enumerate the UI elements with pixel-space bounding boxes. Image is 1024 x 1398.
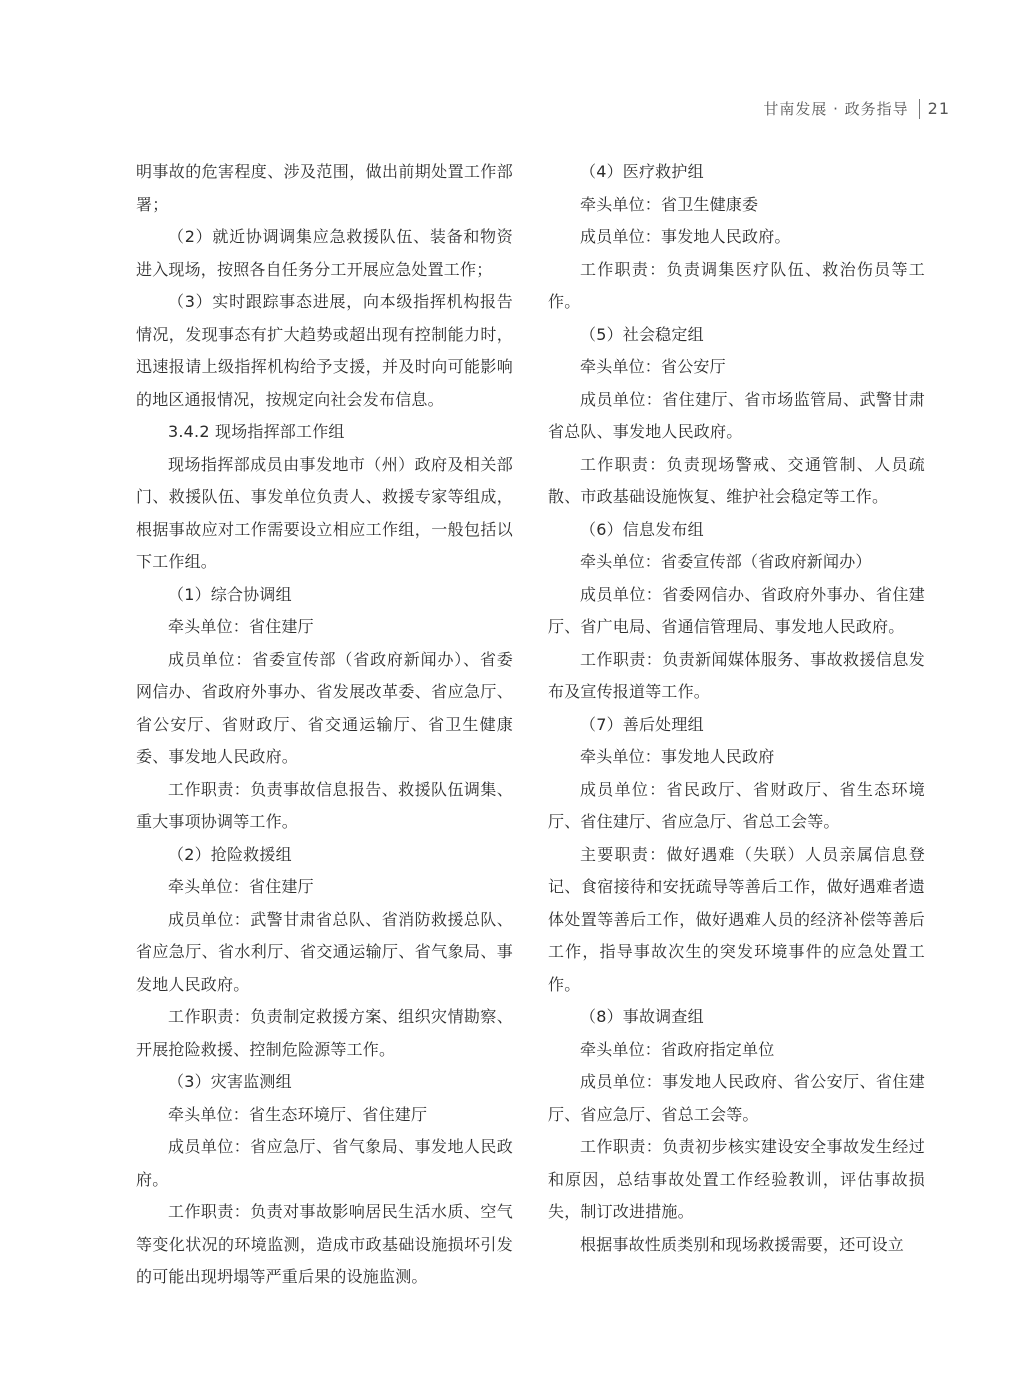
paragraph: （3）实时跟踪事态进展，向本级指挥机构报告情况，发现事态有扩大趋势或超出现有控制能力时，迅速报请上级指挥机构给予支援，并及时向可能影响的地区通报情况，按规定向社会发布信息。 xyxy=(136,292,513,409)
paragraph: 工作职责：负责制定救援方案、组织灾情勘察、开展抢险救援、控制危险源等工作。 xyxy=(136,1007,513,1059)
paragraph: 成员单位：武警甘肃省总队、省消防救援总队、省应急厅、省水利厅、省交通运输厅、省气象局、事发地人民政府。 xyxy=(136,909,513,994)
paragraph: （2）抢险救援组 xyxy=(168,844,292,864)
paragraph: （8）事故调查组 xyxy=(580,1007,704,1026)
page-number: 21 xyxy=(927,99,950,118)
left-column xyxy=(136,156,513,1294)
paragraph: 牵头单位：事发地人民政府 xyxy=(580,747,775,766)
paragraph: 成员单位：省委网信办、省政府外事办、省住建厅、省广电局、省通信管理局、事发地人民政府。 xyxy=(548,584,925,636)
paragraph: 牵头单位：省委宣传部（省政府新闻办） xyxy=(580,552,872,571)
paragraph: 成员单位：省住建厅、省市场监管局、武警甘肃省总队、事发地人民政府。 xyxy=(548,389,925,441)
paragraph: 牵头单位：省住建厅 xyxy=(168,617,314,636)
right-column xyxy=(548,156,925,1261)
paragraph: 工作职责：负责调集医疗队伍、救治伤员等工作。 xyxy=(548,259,925,311)
paragraph: 牵头单位：省政府指定单位 xyxy=(580,1039,775,1059)
paragraph: 成员单位：省应急厅、省气象局、事发地人民政府。 xyxy=(136,1137,513,1189)
paragraph: 工作职责：负责初步核实建设安全事故发生经过和原因，总结事故处置工作经验教训，评估事故损失，制订改进措施。 xyxy=(548,1137,925,1221)
paragraph: 工作职责：负责事故信息报告、救援队伍调集、重大事项协调等工作。 xyxy=(136,779,513,831)
paragraph: （6）信息发布组 xyxy=(580,519,704,539)
paragraph: 牵头单位：省生态环境厅、省住建厅 xyxy=(168,1104,428,1124)
paragraph: 成员单位：事发地人民政府、省公安厅、省住建厅、省应急厅、省总工会等。 xyxy=(548,1072,925,1124)
paragraph: （5）社会稳定组 xyxy=(580,324,704,344)
paragraph: 工作职责：负责现场警戒、交通管制、人员疏散、市政基础设施恢复、维护社会稳定等工作。 xyxy=(548,454,925,506)
header-title: 甘南发展 · 政务指导 xyxy=(763,100,909,118)
paragraph: （1）综合协调组 xyxy=(168,584,292,604)
header-divider xyxy=(919,99,920,119)
paragraph: 工作职责：负责新闻媒体服务、事故救援信息发布及宣传报道等工作。 xyxy=(548,649,925,701)
paragraph: 明事故的危害程度、涉及范围，做出前期处置工作部署； xyxy=(136,162,513,214)
paragraph: 根据事故性质类别和现场救援需要，还可设立 xyxy=(580,1234,905,1254)
paragraph: 3.4.2 现场指挥部工作组 xyxy=(168,422,345,441)
paragraph: 牵头单位：省住建厅 xyxy=(168,877,314,896)
running-header xyxy=(763,98,950,119)
paragraph: 成员单位：省民政厅、省财政厅、省生态环境厅、省住建厅、省应急厅、省总工会等。 xyxy=(548,779,925,831)
paragraph: 工作职责：负责对事故影响居民生活水质、空气等变化状况的环境监测，造成市政基础设施损坏引发的可能出现坍塌等严重后果的设施监测。 xyxy=(136,1202,513,1286)
paragraph: （2）就近协调调集应急救援队伍、装备和物资进入现场，按照各自任务分工开展应急处置工作； xyxy=(136,227,513,279)
paragraph: 现场指挥部成员由事发地市（州）政府及相关部门、救援队伍、事发单位负责人、救援专家等组成，根据事故应对工作需要设立相应工作组，一般包括以下工作组。 xyxy=(136,454,513,571)
paragraph: 成员单位：事发地人民政府。 xyxy=(580,227,791,246)
paragraph: 牵头单位：省卫生健康委 xyxy=(580,194,759,214)
paragraph: （7）善后处理组 xyxy=(580,714,704,734)
paragraph: 牵头单位：省公安厅 xyxy=(580,357,726,376)
paragraph: （3）灾害监测组 xyxy=(168,1072,292,1091)
paragraph: 主要职责：做好遇难（失联）人员亲属信息登记、食宿接待和安抚疏导等善后工作，做好遇难者遗体处置等善后工作，做好遇难人员的经济补偿等善后工作，指导事故次生的突发环境事件的应急处置工作。 xyxy=(548,844,925,994)
paragraph: 成员单位：省委宣传部（省政府新闻办）、省委网信办、省政府外事办、省发展改革委、省应急厅、省公安厅、省财政厅、省交通运输厅、省卫生健康委、事发地人民政府。 xyxy=(136,649,513,766)
paragraph: （4）医疗救护组 xyxy=(580,162,704,181)
